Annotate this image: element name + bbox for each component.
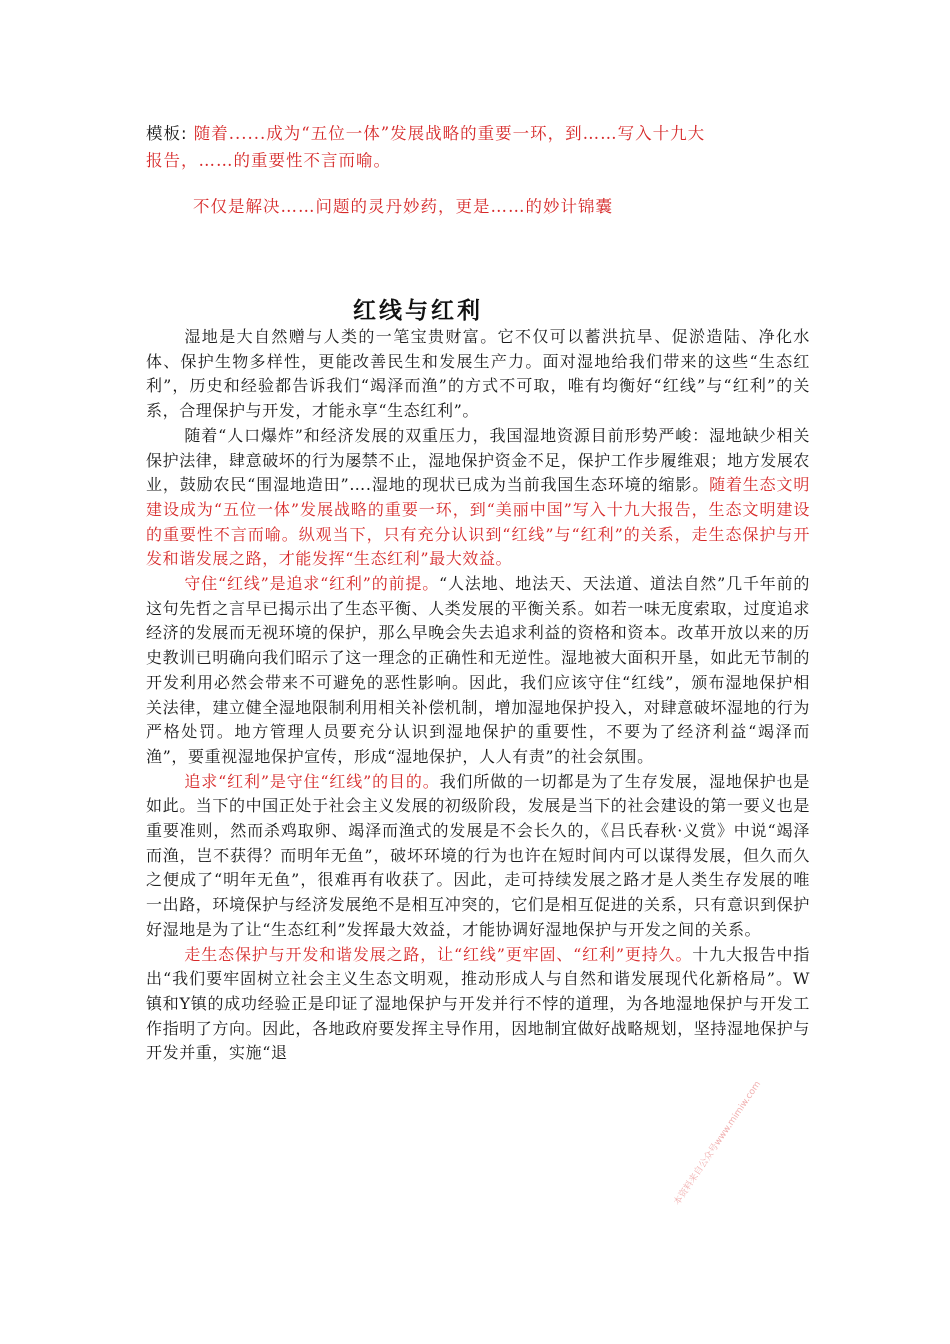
essay-title: 红线与红利	[353, 297, 483, 324]
template-line-2	[146, 147, 391, 171]
template-line-1	[146, 120, 705, 144]
paragraph-3	[146, 572, 810, 770]
paragraph-2-text: 随着“人口爆炸”和经济发展的双重压力，我国湿地资源目前形势严峻：湿地缺少相关保护法律，肆意破坏的行为屡禁不止，湿地保护资金不足，保护工作步履维艰；地方发展农业，鼓励农民“围湿地造田”….湿地的现状已成为当前我国生态环境的缩影。	[146, 425, 811, 495]
paragraph-3-text: “人法地、地法天、天法道、道法自然”几千年前的这句先哲之言早已揭示出了生态平衡、人类发展的平衡关系。如若一味无度索取，过度追求经济的发展而无视环境的保护，那么早晚会失去追求利益的资格和资本。改革开放以来的历史教训已明确向我们昭示了这一理念的正确性和无逆性。湿地被大面积开垦，如此无节制的开发利用必然会带来不可避免的恶性影响。因此，我们应该守住“红线”，颁布湿地保护相关法律，建立健全湿地限制利用相关补偿机制，增加湿地保护投入，对肆意破坏湿地的行为严格处罚。地方管理人员要充分认识到湿地保护的重要性，不要为了经济利益“竭泽而渔”，要重视湿地保护宣传，形成“湿地保护，人人有责”的社会氛围。	[146, 574, 811, 766]
paragraph-4-topic: 追求“红利”是守住“红线”的目的。	[184, 771, 440, 791]
template-label: 模板:	[146, 124, 188, 143]
paragraph-2	[146, 424, 810, 572]
template-text-2: 报告，……的重要性不言而喻。	[146, 151, 391, 170]
watermark: 本资料来自公众号www.mimiw.com	[672, 1079, 764, 1208]
paragraph-2-highlight: 随着生态文明建设成为“五位一体”发展战略的重要一环，到“美丽中国”写入十九大报告，生态文明建设的重要性不言而喻。纵观当下，只有充分认识到“红线”与“红利”的关系，走生态保护与开发和谐发展之路，才能发挥“生态红利”最大效益。	[146, 475, 810, 569]
paragraph-4-text: 我们所做的一切都是为了生存发展，湿地保护也是如此。当下的中国正处于社会主义发展的初级阶段，发展是当下的社会建设的第一要义也是重要准则，然而杀鸡取卵、竭泽而渔式的发展是不会长久的，《吕氏春秋·义赏》中说“竭泽而渔，岂不获得？而明年无鱼”，破坏环境的行为也许在短时间内可以谋得发展，但久而久之便成了“明年无鱼”，很难再有收获了。因此，走可持续发展之路才是人类生存发展的唯一出路，环境保护与经济发展绝不是相互冲突的，它们是相互促进的关系，只有意识到保护好湿地是为了让“生态红利”发挥最大效益，才能协调好湿地保护与开发之间的关系。	[146, 771, 811, 939]
template-text-1: 随着......成为“五位一体”发展战略的重要一环，到……写入十九大	[187, 124, 706, 143]
paragraph-5	[146, 943, 810, 1067]
template-line-3	[193, 193, 613, 217]
paragraph-1: 湿地是大自然赠与人类的一笔宝贵财富。它不仅可以蓄洪抗旱、促淤造陆、净化水体、保护生物多样性，更能改善民生和发展生产力。面对湿地给我们带来的这些“生态红利”，历史和经验都告诉我们“竭泽而渔”的方式不可取，唯有均衡好“红线”与“红利”的关系，合理保护与开发，才能永享“生态红利”。	[146, 327, 810, 421]
paragraph-5-topic: 走生态保护与开发和谐发展之路，让“红线”更牢固、“红利”更持久。	[184, 944, 693, 964]
essay-body	[146, 325, 810, 1066]
template-text-3: 不仅是解决……问题的灵丹妙药，更是……的妙计锦囊	[193, 197, 613, 216]
paragraph-4	[146, 770, 810, 943]
paragraph-5-text: 十九大报告中指出“我们要牢固树立社会主义生态文明观，推动形成人与自然和谐发展现代化新格局”。W镇和Y镇的成功经验正是印证了湿地保护与开发并行不悖的道理，为各地湿地保护与开发工作指明了方向。因此，各地政府要发挥主导作用，因地制宜做好战略规划，坚持湿地保护与开发并重，实施“退	[146, 944, 811, 1063]
paragraph-3-topic: 守住“红线”是追求“红利”的前提。	[184, 574, 440, 594]
